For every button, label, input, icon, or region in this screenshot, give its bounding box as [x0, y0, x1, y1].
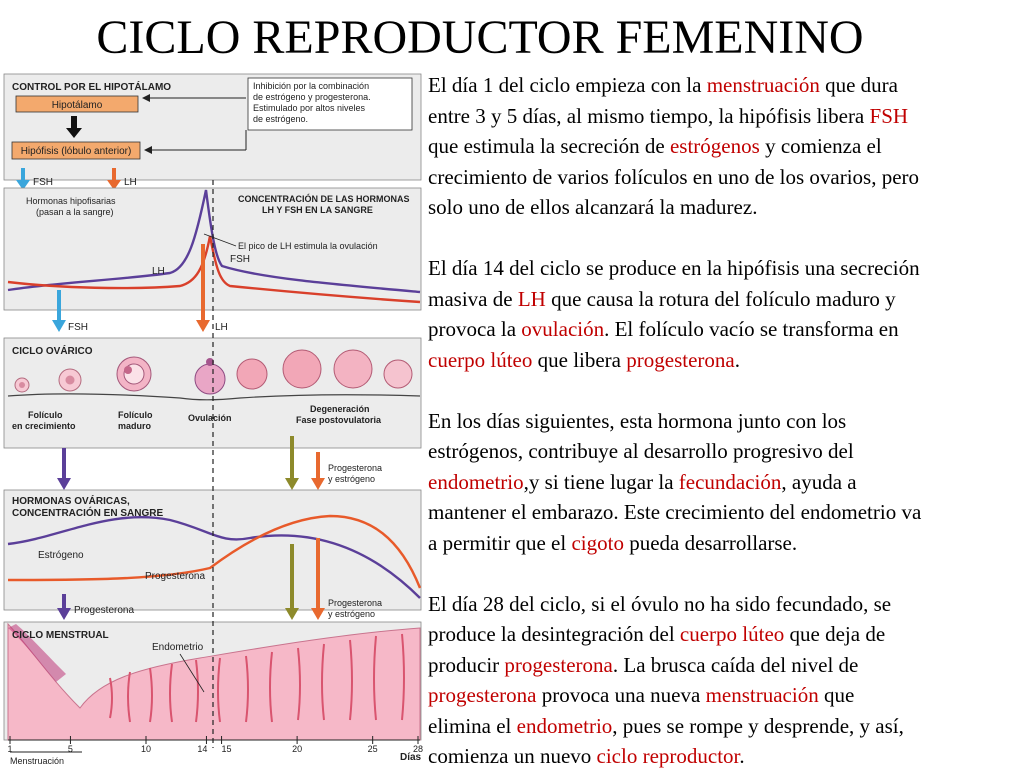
- endometrium-label: Endometrio: [152, 642, 204, 653]
- paragraph-line: [428, 528, 1024, 559]
- highlighted-term: menstruación: [705, 683, 819, 707]
- fsh-curve-label: FSH: [230, 254, 250, 265]
- paragraph-line: [428, 162, 1024, 193]
- ovarian-arrow-note-1: Progesterona: [328, 463, 383, 473]
- highlighted-term: FSH: [869, 103, 909, 128]
- ovarian-label-mature-1: Folículo: [118, 410, 153, 420]
- text-segment: , ayuda a: [781, 469, 857, 494]
- follicle-1-oocyte: [19, 382, 25, 388]
- ovarian-label-mature-2: maduro: [118, 421, 152, 431]
- corpus-luteum-3: [334, 350, 372, 388]
- corpus-albicans: [384, 360, 412, 388]
- paragraph-line: [428, 711, 1024, 742]
- text-segment: produce la desintegración del: [428, 622, 680, 646]
- text-segment: mantener el embarazo. Este crecimiento del endometrio va: [428, 500, 922, 524]
- follicle-2-oocyte: [66, 376, 75, 385]
- text-segment: que causa la rotura del folículo maduro y: [545, 286, 896, 311]
- inhibition-note-line-3: Estimulado por altos niveles: [253, 103, 366, 113]
- page-title: CICLO REPRODUCTOR FEMENINO: [96, 11, 864, 64]
- highlighted-term: progesterona: [626, 347, 735, 372]
- paragraph-line: [428, 345, 1024, 376]
- paragraph-line: [428, 406, 1024, 437]
- paragraph-3: [428, 406, 1024, 559]
- pituitary-right-label-1: CONCENTRACIÓN DE LAS HORMONAS: [238, 194, 410, 204]
- description-panel: [428, 70, 1024, 768]
- lh-arrow-mid-label: LH: [215, 322, 228, 333]
- axis-tick-label-14: 14: [197, 744, 208, 754]
- ovarian-header: CICLO OVÁRICO: [12, 346, 93, 357]
- paragraph-line: [428, 314, 1024, 345]
- text-segment: solo uno de ellos alcanzará la madurez.: [428, 195, 758, 219]
- paragraph-line: [428, 101, 1024, 132]
- hypothalamus-header: CONTROL POR EL HIPOTÁLAMO: [12, 82, 172, 93]
- text-segment: pueda desarrollarse.: [623, 530, 798, 555]
- paragraph-line: [428, 436, 1024, 467]
- text-segment: comienza un nuevo: [428, 744, 597, 768]
- text-segment: . El folículo vacío se transforma en: [604, 317, 899, 341]
- text-segment: masiva de: [428, 286, 518, 311]
- hipotalamo-label: Hipotálamo: [51, 100, 103, 111]
- text-segment: En los días siguientes, esta hormona junto con los: [428, 408, 847, 433]
- text-segment: que: [818, 683, 855, 707]
- paragraph-line: [428, 192, 1024, 223]
- inhibition-note-line-2: de estrógeno y progesterona.: [253, 92, 371, 102]
- highlighted-term: progesterona: [428, 683, 537, 707]
- paragraph-line: [428, 131, 1024, 162]
- hormones-header-2: CONCENTRACIÓN EN SANGRE: [12, 508, 164, 519]
- lh-peak-note: El pico de LH estimula la ovulación: [238, 241, 378, 251]
- pituitary-left-label-2: (pasan a la sangre): [36, 207, 114, 217]
- paragraph-line: [428, 253, 1024, 284]
- progesterone-arrow-left-label: Progesterona: [74, 605, 135, 616]
- text-segment: que deja de: [784, 622, 886, 646]
- progesterone-estrogen-arrow-orange: [311, 452, 325, 490]
- paragraph-2: [428, 253, 1024, 375]
- highlighted-term: progesterona: [504, 652, 613, 677]
- menstruation-label: Menstruación: [10, 756, 65, 766]
- text-segment: a permitir que el: [428, 530, 572, 555]
- highlighted-term: ovulación: [521, 317, 605, 341]
- inhibition-note-line-4: de estrógeno.: [253, 114, 309, 124]
- text-segment: El día 14 del ciclo se produce en la hipófisis una secreción: [428, 256, 920, 280]
- text-segment: que estimula la secreción de: [428, 134, 670, 158]
- text-segment: .: [734, 347, 740, 372]
- highlighted-term: ciclo reproductor: [596, 744, 740, 768]
- days-axis-unit: Días: [400, 752, 422, 763]
- pituitary-right-label-2: LH Y FSH EN LA SANGRE: [262, 205, 373, 215]
- estrogen-arrow-ovary: [57, 448, 71, 490]
- menstrual-header: CICLO MENSTRUAL: [12, 630, 109, 641]
- hormones-arrow-note-2: y estrógeno: [328, 609, 376, 619]
- axis-tick-label-25: 25: [367, 744, 378, 754]
- paragraph-line: [428, 619, 1024, 650]
- highlighted-term: endometrio: [428, 469, 524, 494]
- axis-tick-label-15: 15: [221, 744, 232, 754]
- highlighted-term: menstruación: [706, 73, 820, 97]
- paragraph-line: [428, 497, 1024, 528]
- text-segment: ,y si tiene lugar la: [523, 469, 679, 494]
- ovarian-label-degeneration-2: Fase postovulatoria: [296, 415, 382, 425]
- ovarian-label-degeneration-1: Degeneración: [310, 404, 370, 414]
- text-segment: , pues se rompe y desprende, y así,: [612, 713, 904, 738]
- paragraph-line: [428, 741, 1024, 768]
- text-segment: provoca la: [428, 317, 522, 341]
- text-segment: elimina el: [428, 713, 517, 738]
- text-segment: El día 28 del ciclo, si el óvulo no ha sido fecundado, se: [428, 591, 892, 616]
- highlighted-term: cuerpo lúteo: [428, 347, 533, 372]
- paragraph-line: [428, 680, 1024, 711]
- follicle-3-oocyte: [124, 366, 132, 374]
- axis-tick-label-20: 20: [292, 744, 303, 754]
- ovarian-label-ovulation: Ovulación: [188, 413, 232, 423]
- corpus-luteum-1: [237, 359, 267, 389]
- paragraph-line: [428, 70, 1024, 101]
- text-segment: que dura: [819, 73, 898, 97]
- highlighted-term: cuerpo lúteo: [679, 622, 785, 646]
- text-segment: crecimiento de varios folículos en uno de los ovarios, pero: [428, 164, 920, 189]
- text-segment: provoca una nueva: [536, 683, 706, 707]
- text-segment: . La brusca caída del nivel de: [612, 652, 859, 677]
- reproductive-cycle-diagram: [0, 68, 425, 768]
- text-segment: entre 3 y 5 días, al mismo tiempo, la hipófisis libera: [428, 103, 870, 128]
- highlighted-term: endometrio: [516, 713, 613, 738]
- text-segment: estrógenos, contribuye al desarrollo progresivo del: [428, 439, 854, 463]
- highlighted-term: estrógenos: [669, 134, 760, 158]
- fsh-arrow-mid-label: FSH: [68, 322, 88, 333]
- text-segment: y comienza el: [759, 134, 882, 158]
- axis-tick-label-10: 10: [140, 744, 152, 754]
- pituitary-left-label-1: Hormonas hipofisarias: [26, 196, 116, 206]
- text-segment: que libera: [532, 347, 627, 372]
- progesterone-label: Progesterona: [145, 571, 206, 582]
- paragraph-line: [428, 650, 1024, 681]
- hipofisis-label: Hipófisis (lóbulo anterior): [20, 146, 132, 157]
- paragraph-line: [428, 589, 1024, 620]
- paragraph-line: [428, 467, 1024, 498]
- paragraph-1: [428, 70, 1024, 223]
- text-segment: .: [739, 744, 745, 768]
- hormones-arrow-note-1: Progesterona: [328, 598, 383, 608]
- axis-tick-label-5: 5: [67, 744, 73, 754]
- highlighted-term: cigoto: [571, 530, 624, 555]
- text-segment: El día 1 del ciclo empieza con la: [428, 73, 707, 97]
- highlighted-term: fecundación: [678, 469, 782, 494]
- lh-arrow-top-label: LH: [124, 177, 137, 188]
- fsh-arrow-top-label: FSH: [33, 177, 53, 188]
- text-segment: producir: [428, 652, 505, 677]
- hormones-header-1: HORMONAS OVÁRICAS,: [12, 496, 130, 507]
- ovarian-label-growing-1: Folículo: [28, 410, 63, 420]
- highlighted-term: LH: [517, 286, 546, 311]
- paragraph-4: [428, 589, 1024, 768]
- lh-curve-label: LH: [152, 266, 165, 277]
- corpus-luteum-2: [283, 350, 321, 388]
- axis-tick-label-28: 28: [412, 744, 424, 754]
- paragraph-line: [428, 284, 1024, 315]
- ovarian-arrow-note-2: y estrógeno: [328, 474, 376, 484]
- ovulation-follicle: [195, 364, 225, 394]
- ovarian-label-growing-2: en crecimiento: [12, 421, 76, 431]
- estrogen-label: Estrógeno: [38, 550, 84, 561]
- axis-tick-label-1: 1: [7, 744, 13, 754]
- inhibition-note-line-1: Inhibición por la combinación: [253, 81, 370, 91]
